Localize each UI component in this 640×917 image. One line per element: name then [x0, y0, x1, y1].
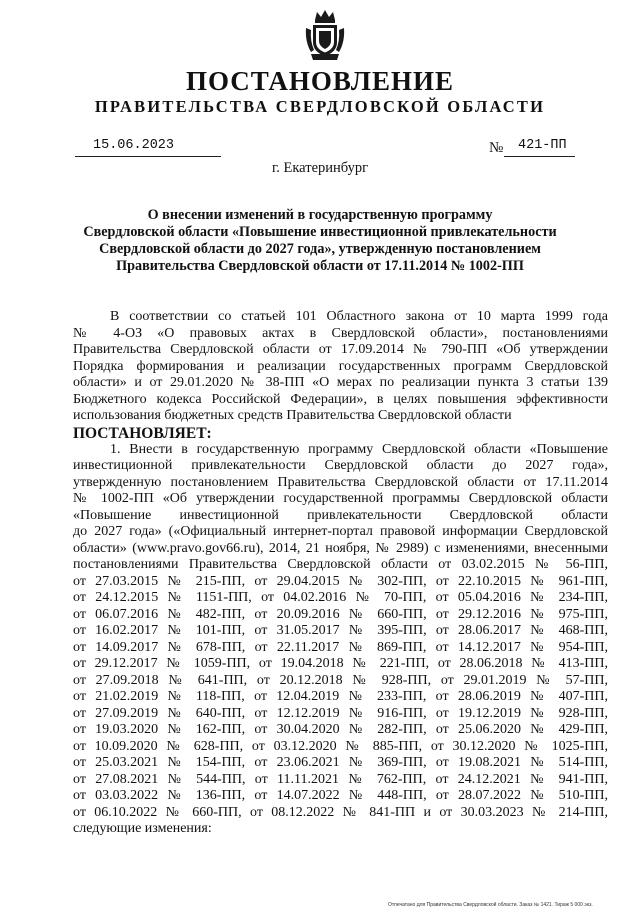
- preamble-line: В соответствии со статьей 101 Областного закона от 10 марта 1999 года: [110, 309, 608, 324]
- clause-line: инвестиционной привлекательности Свердловской области до 2027 года»,: [73, 458, 608, 473]
- clause-line: области» (www.pravo.gov66.ru), 2014, 21 ноября, № 2989) с изменениями, внесенными: [73, 540, 608, 556]
- clause-line: от 27.08.2021 № 544-ПП, от 11.11.2021 № 762-ПП, от 24.12.2021 № 941-ПП,: [73, 771, 608, 787]
- clause-line: от 25.03.2021 № 154-ПП, от 23.06.2021 № 369-ПП, от 19.08.2021 № 514-ПП,: [73, 755, 608, 770]
- resolves-heading: ПОСТАНОВЛЯЕТ:: [73, 424, 212, 442]
- document-heading: [70, 207, 570, 275]
- document-number: 421-ПП: [518, 138, 567, 153]
- heading-line: Правительства Свердловской области от 17.11.2014 № 1002-ПП: [116, 258, 524, 274]
- clause-line: от 10.09.2020 № 628-ПП, от 03.12.2020 № 885-ПП, от 30.12.2020 № 1025-ПП,: [73, 738, 608, 754]
- clause-line: № 1002-ПП «Об утверждении государственной программы Свердловской области: [73, 491, 608, 506]
- city-name: г. Екатеринбург: [271, 160, 369, 176]
- preamble-line: Порядка формирования и реализации государственных программ Свердловской: [73, 358, 608, 374]
- clause-line: от 14.09.2017 № 678-ПП, от 22.11.2017 № 869-ПП, от 14.12.2017 № 954-ПП,: [73, 639, 608, 655]
- preamble-line: Бюджетного кодекса Российской Федерации», в целях повышения эффективности: [73, 391, 608, 407]
- clause-line: от 29.12.2017 № 1059-ПП, от 19.04.2018 № 221-ПП, от 28.06.2018 № 413-ПП,: [73, 656, 608, 671]
- heading-line: Свердловской области «Повышение инвестиционной привлекательности: [83, 224, 557, 240]
- number-sign: №: [489, 140, 504, 156]
- clause-line: постановлениями Правительства Свердловской области от 03.02.2015 № 56-ПП,: [73, 557, 608, 572]
- clause-line: следующие изменения:: [73, 821, 212, 836]
- clause-line: от 19.03.2020 № 162-ПП, от 30.04.2020 № 282-ПП, от 25.06.2020 № 429-ПП,: [73, 722, 608, 737]
- clause-line: «Повышение инвестиционной привлекательности Свердловской области: [73, 507, 608, 523]
- document-date: 15.06.2023: [93, 138, 175, 153]
- preamble-line: использования бюджетных средств Правительства Свердловской области: [73, 408, 512, 423]
- clause-line: от 03.03.2022 № 136-ПП, от 14.07.2022 № 448-ПП, от 28.07.2022 № 510-ПП,: [73, 788, 608, 803]
- document-title: ПОСТАНОВЛЕНИЕ: [185, 66, 455, 96]
- clause-line: от 06.10.2022 № 660-ПП, от 08.12.2022 № 841-ПП и от 30.03.2023 № 214-ПП,: [73, 804, 608, 820]
- heading-line: О внесении изменений в государственную программу: [147, 207, 493, 223]
- document-body: [73, 309, 608, 838]
- coat-of-arms-emblem: [303, 8, 347, 62]
- number-field: [504, 138, 575, 157]
- clause-line: от 16.02.2017 № 101-ПП, от 31.05.2017 № 395-ПП, от 28.06.2017 № 468-ПП,: [73, 623, 608, 638]
- clause-line: от 24.12.2015 № 1151-ПП, от 04.02.2016 № 70-ПП, от 05.04.2016 № 234-ПП,: [73, 590, 608, 605]
- date-field: [75, 138, 221, 157]
- heading-line: Свердловской области до 2027 года», утвержденную постановлением: [99, 241, 541, 257]
- clause-line: от 21.02.2019 № 118-ПП, от 12.04.2019 № 233-ПП, от 28.06.2019 № 407-ПП,: [73, 689, 608, 704]
- clause-line: от 27.09.2018 № 641-ПП, от 20.12.2018 № 928-ПП, от 29.01.2019 № 57-ПП,: [73, 672, 608, 688]
- clause-line: от 06.07.2016 № 482-ПП, от 20.09.2016 № 660-ПП, от 29.12.2016 № 975-ПП,: [73, 606, 608, 622]
- clause-line: утвержденную постановлением Правительства Свердловской области от 17.11.2014: [73, 474, 608, 490]
- clause-line: от 27.09.2019 № 640-ПП, от 12.12.2019 № 916-ПП, от 19.12.2019 № 928-ПП,: [73, 705, 608, 721]
- clause-line: от 27.03.2015 № 215-ПП, от 29.04.2015 № 302-ПП, от 22.10.2015 № 961-ПП,: [73, 573, 608, 589]
- preamble-line: области» и от 29.01.2020 № 38-ПП «О мерах по реализации пункта 3 статьи 139: [73, 375, 608, 390]
- clause-line: 1. Внести в государственную программу Свердловской области «Повышение: [110, 441, 608, 457]
- preamble-line: № 4-ОЗ «О правовых актах в Свердловской области», постановлениями: [73, 325, 608, 341]
- document-subtitle: ПРАВИТЕЛЬСТВА СВЕРДЛОВСКОЙ ОБЛАСТИ: [94, 97, 546, 116]
- clause-line: до 2027 года» («Официальный интернет-портал правовой информации Свердловской: [73, 524, 608, 539]
- print-footer: Отпечатано для Правительства Свердловской области. Заказ № 1421. Тираж 5 000 экз.: [388, 902, 593, 908]
- preamble-line: Правительства Свердловской области от 17.09.2014 № 790-ПП «Об утверждении: [73, 342, 608, 357]
